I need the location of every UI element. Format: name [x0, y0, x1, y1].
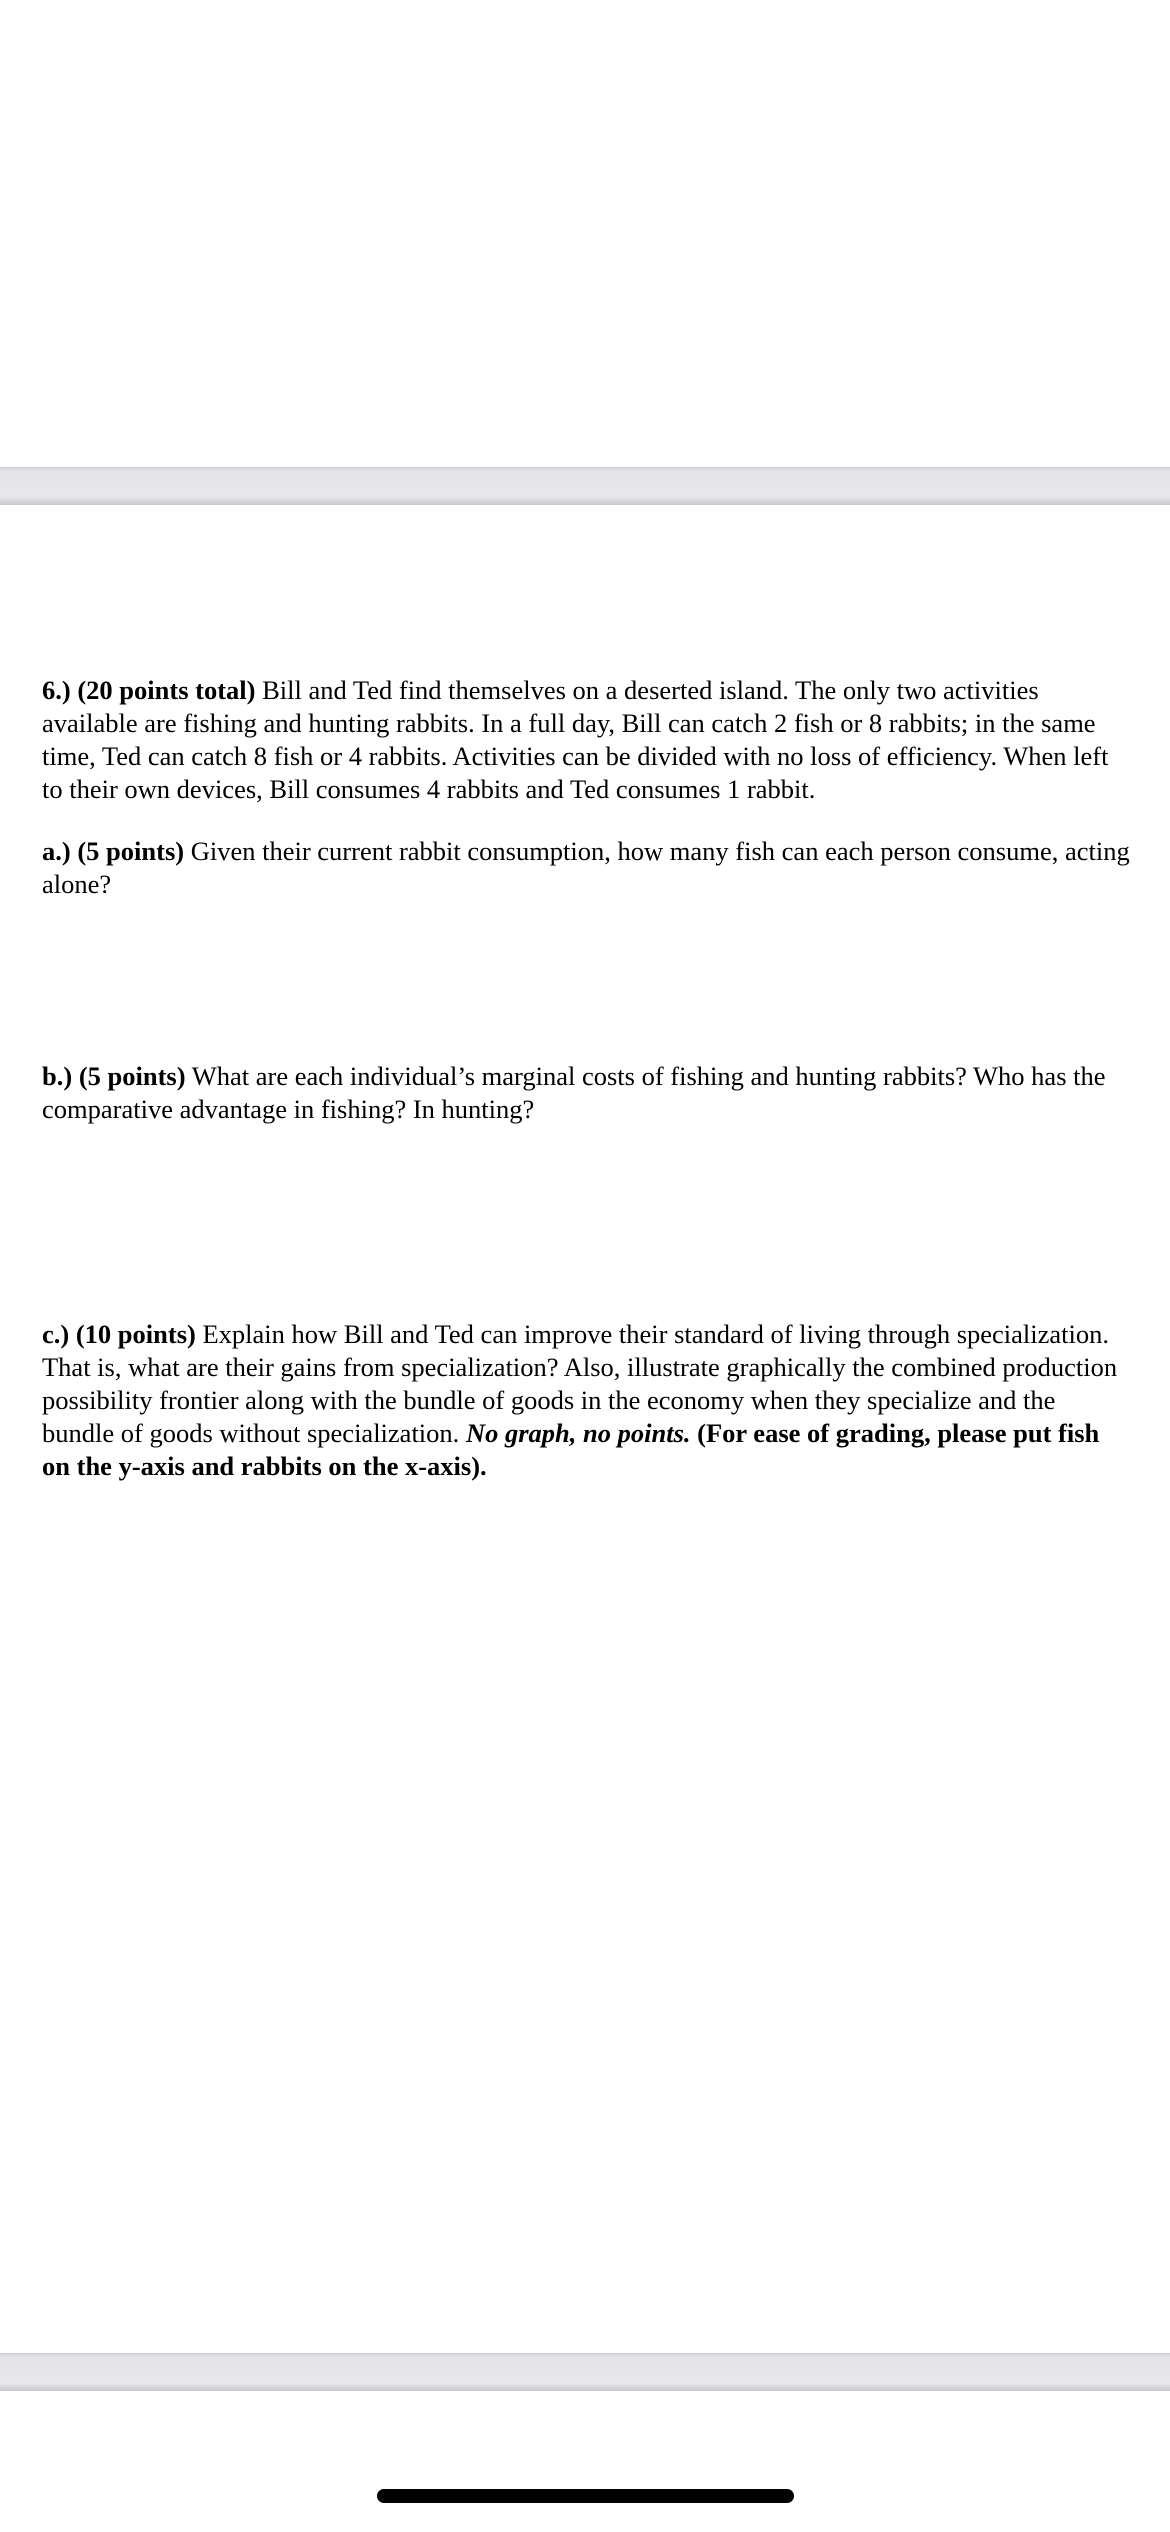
- part-a: [42, 835, 1132, 901]
- part-a-paragraph: [42, 835, 1132, 901]
- page-separator-bottom: [0, 2353, 1170, 2391]
- part-c-note: (For ease of grading, please put fish on the y-axis and rabbits on the x-axis).: [42, 1418, 1100, 1481]
- part-c-text: Explain how Bill and Ted can improve their standard of living through specialization. That is, what are their gains from specialization? Also, illustrate graphically the combined production possibility frontier along with the bundle of goods in the economy when they specialize and the bundle of goods without specialization.: [42, 1319, 1118, 1448]
- question-6-paragraph: [42, 674, 1132, 806]
- part-c-label: c.) (10 points): [42, 1319, 196, 1349]
- question-6-text: Bill and Ted find themselves on a deserted island. The only two activities available are fishing and hunting rabbits. In a full day, Bill can catch 2 fish or 8 rabbits; in the same time, Ted can catch 8 fish or 4 rabbits. Activities can be divided with no loss of efficiency. When left to their own devices, Bill consumes 4 rabbits and Ted consumes 1 rabbit.: [42, 675, 1109, 804]
- page-separator-top: [0, 467, 1170, 505]
- question-6: [42, 674, 1132, 806]
- part-a-label: a.) (5 points): [42, 836, 185, 866]
- part-a-text: Given their current rabbit consumption, how many fish can each person consume, acting alone?: [42, 836, 1130, 899]
- part-b-text: What are each individual’s marginal costs of fishing and hunting rabbits? Who has the comparative advantage in fishing? In hunting?: [42, 1061, 1106, 1124]
- part-b-label: b.) (5 points): [42, 1061, 186, 1091]
- part-b: [42, 1060, 1132, 1126]
- part-b-paragraph: [42, 1060, 1132, 1126]
- part-c-paragraph: [42, 1318, 1132, 1483]
- part-c-emphasis: No graph, no points.: [465, 1418, 691, 1448]
- question-6-label: 6.) (20 points total): [42, 675, 256, 705]
- part-c: [42, 1318, 1132, 1483]
- home-indicator[interactable]: [377, 2489, 794, 2503]
